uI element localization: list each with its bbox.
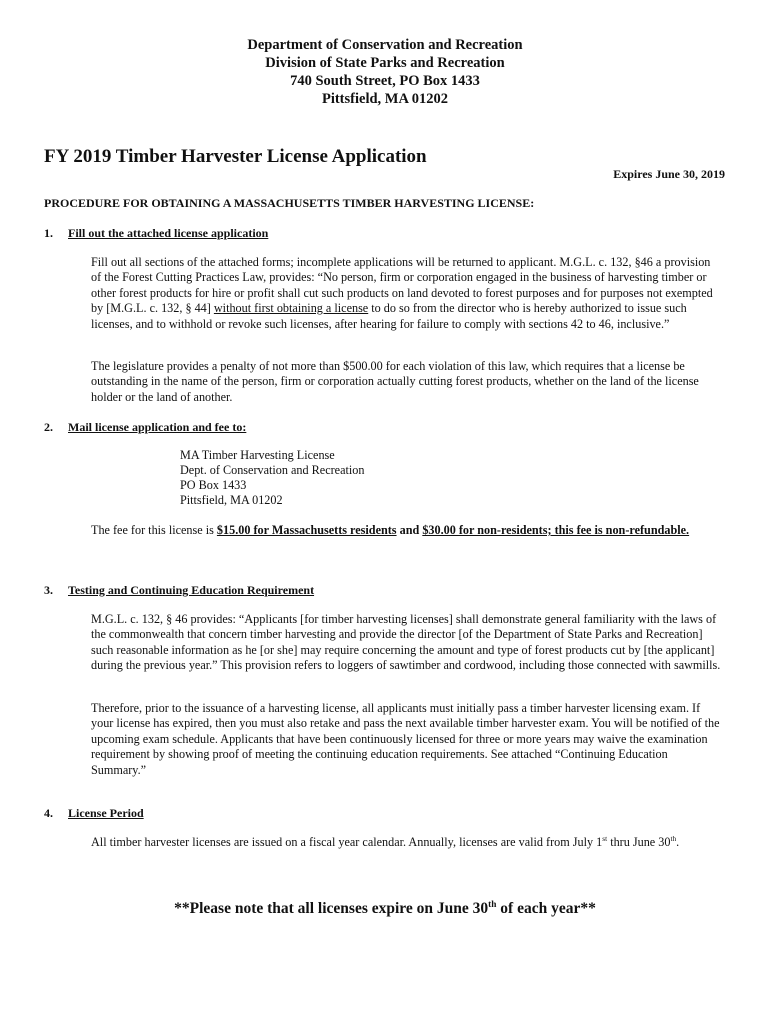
address-line: Dept. of Conservation and Recreation	[180, 463, 365, 477]
section-1-paragraph-1	[91, 255, 723, 332]
mailing-address	[180, 448, 364, 508]
section-2-heading	[44, 420, 246, 435]
section-3-heading	[44, 583, 314, 598]
address-line: Pittsfield, MA 01202	[180, 493, 283, 507]
section-3-number: 3.	[44, 583, 53, 597]
section-2-title: Mail license application and fee to:	[68, 420, 247, 434]
header-street: 740 South Street, PO Box 1433	[290, 73, 480, 89]
section-1-title: Fill out the attached license application	[68, 226, 269, 240]
superscript-th: th	[670, 833, 677, 843]
procedure-heading: PROCEDURE FOR OBTAINING A MASSACHUSETTS TIMBER HARVESTING LICENSE:	[44, 196, 535, 210]
section-3-paragraph-2: Therefore, prior to the issuance of a harvesting license, all applicants must initially pass a timber harvester licensing exam. If your license has expired, then you must also retake and pass the next available timber harvester exam. You will be notified of the upcoming exam schedule. Applicants that have been continuously licensed for three or more years may waive the examination requirement by showing proof of meeting the continuing education requirements. See attached “Continuing Education Summary.”	[91, 701, 720, 777]
license-period-text	[91, 835, 723, 850]
superscript-st: st	[602, 833, 608, 843]
agency-header	[0, 36, 770, 108]
section-2-number: 2.	[44, 420, 53, 434]
section-3-paragraph-1: M.G.L. c. 132, § 46 provides: “Applicants [for timber harvesting licenses] shall demonstrate general familiarity with the laws of the commonwealth that concern timber harvesting and provide the director [of the Department of State Parks and Recreation] such reasonable information as he [or she] may require concerning the amount and type of forest products cut by [the applicant] during the previous year.” This provision refers to loggers of sawtimber and cordwood, including those connected with sawmills.	[91, 612, 721, 673]
fee-resident: $15.00 for Massachusetts residents	[216, 523, 397, 537]
section-4-heading	[44, 806, 144, 821]
fee-statement	[91, 523, 751, 538]
license-period-text-c: .	[676, 835, 680, 849]
license-period-text-b: thru June 30	[607, 835, 671, 849]
notice-superscript: th	[488, 899, 497, 910]
expiration-notice	[0, 900, 770, 918]
section-1-paragraph-2: The legislature provides a penalty of not more than $500.00 for each violation of this law, which requires that a license be outstanding in the name of the person, firm or corporation actually cutting forest products, whether on the land of the license holder or the land of another.	[91, 359, 699, 404]
section-4-title: License Period	[68, 806, 144, 820]
expiration-date: Expires June 30, 2019	[613, 167, 725, 181]
license-period-text-a: All timber harvester licenses are issued on a fiscal year calendar. Annually, licenses are valid from July 1	[91, 835, 603, 849]
address-line: PO Box 1433	[180, 478, 247, 492]
section-1-number: 1.	[44, 226, 53, 240]
fee-and: and	[396, 523, 423, 537]
header-division: Division of State Parks and Recreation	[265, 55, 505, 71]
fee-prefix: The fee for this license is	[91, 523, 217, 537]
section-1-heading	[44, 226, 268, 241]
header-city: Pittsfield, MA 01202	[321, 91, 449, 107]
section-1-underlined-text: without first obtaining a license	[213, 301, 369, 316]
document-title: FY 2019 Timber Harvester License Application	[44, 146, 427, 167]
section-4-number: 4.	[44, 806, 53, 820]
fee-nonresident: $30.00 for non-residents; this fee is non-refundable.	[422, 523, 690, 537]
header-department: Department of Conservation and Recreation	[247, 37, 523, 53]
section-1-text-b: to do so from the director who is hereby authorized to issue such licenses, and to withhold or revoke such licenses, after hearing for failure to comply with sections 42 to 46, inclusive.”	[91, 301, 687, 331]
notice-text-a: **Please note that all licenses expire on June 30	[174, 900, 489, 917]
notice-text-b: of each year**	[496, 900, 596, 917]
section-1-text-a: Fill out all sections of the attached forms; incomplete applications will be returned to applicant. M.G.L. c. 132, §46 a provision of the Forest Cutting Practices Law, provides: “No person, firm or corporation engaged in the business of harvesting timber or other forest products for hire or profit shall cut such products on land devoted to forest purposes and for purposes not exempted by [M.G.L. c. 132, § 44]	[91, 255, 713, 316]
address-line: MA Timber Harvesting License	[180, 448, 335, 462]
section-3-title: Testing and Continuing Education Requirement	[68, 583, 315, 597]
